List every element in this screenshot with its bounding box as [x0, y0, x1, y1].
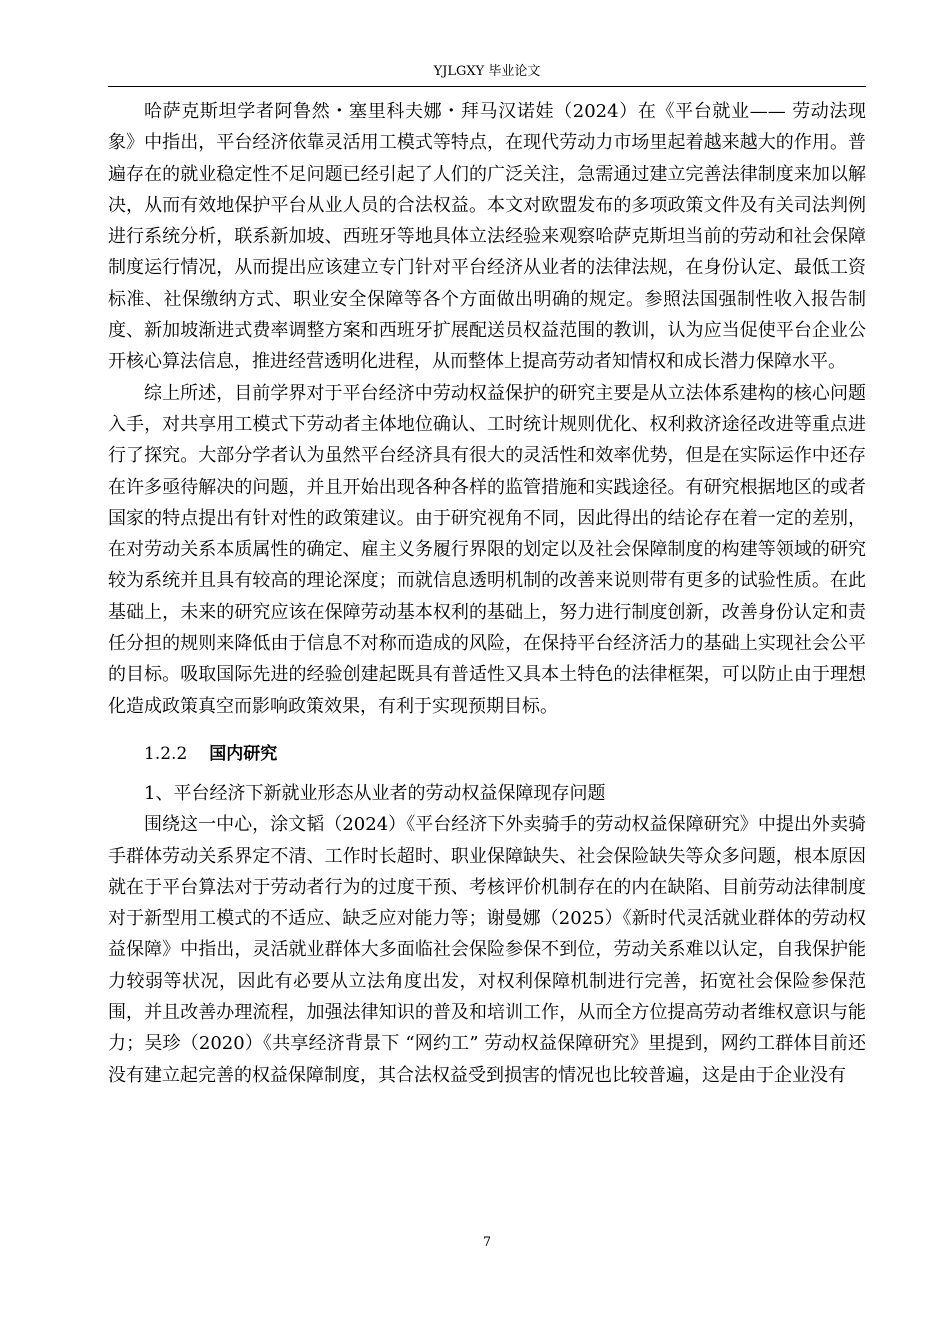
page-header: YJLGXY 毕业论文 [433, 64, 541, 79]
paragraph-kazakhstan-study: 哈萨克斯坦学者阿鲁然・塞里科夫娜・拜马汉诺娃（2024）在《平台就业—— 劳动法现象》中指出，平台经济依靠灵活用工模式等特点，在现代劳动力市场里起着越来越大的作用。普遍存在的就业稳定性不足问题已经引起了人们的广泛关注，急需通过建立完善法律制度来加以解决，从而有效地保护平台从业人员的合法权益。本文对欧盟发布的多项政策文件及有关司法判例进行系统分析，联系新加坡、西班牙等地具体立法经验来观察哈萨克斯坦当前的劳动和社会保障制度运行情况，从而提出应该建立专门针对平台经济从业者的法律法规，在身份认定、最低工资标准、社保缴纳方式、职业安全保障等各个方面做出明确的规定。参照法国强制性收入报告制度、新加坡渐进式费率调整方案和西班牙扩展配送员权益范围的教训，认为应当促使平台企业公开核心算法信息，推进经营透明化进程，从而整体上提高劳动者知情权和成长潜力保障水平。 [108, 101, 866, 373]
section-heading [108, 740, 866, 768]
header-rule [108, 86, 866, 87]
section-title: 国内研究 [209, 743, 278, 764]
section-number: 1.2.2 [144, 743, 188, 764]
subsection-heading: 1、平台经济下新就业形态从业者的劳动权益保障现存问题 [144, 782, 606, 804]
paragraph-summary: 综上所述，目前学界对于平台经济中劳动权益保护的研究主要是从立法体系建构的核心问题入手，对共享用工模式下劳动者主体地位确认、工时统计规则优化、权利救济途径改进等重点进行了探究。大部分学者认为虽然平台经济具有很大的灵活性和效率优势，但是在实际运作中还存在许多亟待解决的问题，并且开始出现各种各样的监管措施和实践途径。有研究根据地区的或者国家的特点提出有针对性的政策建议。由于研究视角不同，因此得出的结论存在着一定的差别，在对劳动关系本质属性的确定、雇主义务履行界限的划定以及社会保障制度的构建等领域的研究较为系统并且具有较高的理论深度；而就信息透明机制的改善来说则带有更多的试验性质。在此基础上，未来的研究应该在保障劳动基本权利的基础上，努力进行制度创新，改善身份认定和责任分担的规则来降低由于信息不对称而造成的风险，在保持平台经济活力的基础上实现社会公平的目标。吸取国际先进的经验创建起既具有普适性又具本土特色的法律框架，可以防止由于理想化造成政策真空而影响政策效果，有利于实现预期目标。 [108, 382, 866, 717]
page-number: 7 [482, 1235, 492, 1250]
page-content [108, 96, 866, 1091]
paragraph-domestic-research: 围绕这一中心，涂文韬（2024）《平台经济下外卖骑手的劳动权益保障研究》中提出外卖骑手群体劳动关系界定不清、工作时长超时、职业保障缺失、社会保险缺失等众多问题，根本原因就在于平台算法对于劳动者行为的过度干预、考核评价机制存在的内在缺陷、目前劳动法律制度对于新型用工模式的不适应、缺乏应对能力等；谢曼娜（2025）《新时代灵活就业群体的劳动权益保障》中指出，灵活就业群体大多面临社会保险参保不到位，劳动关系难以认定，自我保护能力较弱等状况，因此有必要从立法角度出发，对权利保障机制进行完善，拓宽社会保险参保范围，并且改善办理流程，加强法律知识的普及和培训工作，从而全方位提高劳动者维权意识与能力；吴珍（2020）《共享经济背景下 “网约工” 劳动权益保障研究》里提到，网约工群体目前还没有建立起完善的权益保障制度，其合法权益受到损害的情况也比较普遍，这是由于企业没有 [108, 814, 866, 1086]
